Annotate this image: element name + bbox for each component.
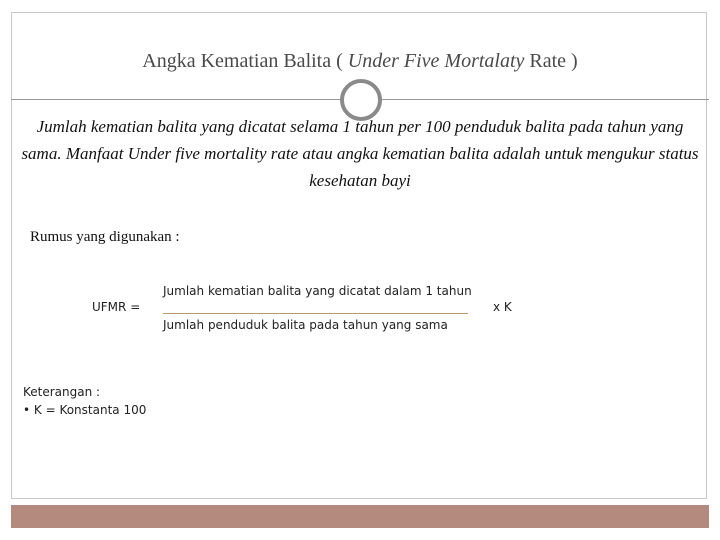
- title-prefix: Angka Kematian Balita (: [142, 50, 348, 72]
- formula-subheading: Rumus yang digunakan :: [30, 229, 180, 245]
- slide-title: [11, 50, 709, 73]
- formula-denominator: Jumlah penduduk balita pada tahun yang sama: [163, 318, 448, 332]
- notes-block: [23, 383, 146, 419]
- fraction-line: [163, 313, 468, 314]
- notes-heading: Keterangan :: [23, 385, 101, 399]
- footer-bar: [11, 505, 709, 528]
- formula-lhs: UFMR =: [92, 300, 141, 314]
- title-suffix: Rate ): [524, 50, 578, 72]
- intro-italic-term: Under five mortality rate: [127, 144, 299, 163]
- intro-text-2: atau angka kematian balita adalah untuk mengukur status kesehatan bayi: [298, 144, 699, 190]
- notes-item: • K = Konstanta 100: [23, 403, 147, 417]
- intro-text-1: Jumlah kematian balita yang dicatat selama 1 tahun per 100 penduduk balita pada tahun yang sama. Manfaat: [21, 117, 684, 163]
- title-italic: Under Five Mortalaty: [347, 50, 525, 72]
- formula-numerator: Jumlah kematian balita yang dicatat dalam 1 tahun: [163, 284, 472, 298]
- formula-multiplier: x K: [493, 300, 512, 314]
- intro-paragraph: [20, 113, 700, 194]
